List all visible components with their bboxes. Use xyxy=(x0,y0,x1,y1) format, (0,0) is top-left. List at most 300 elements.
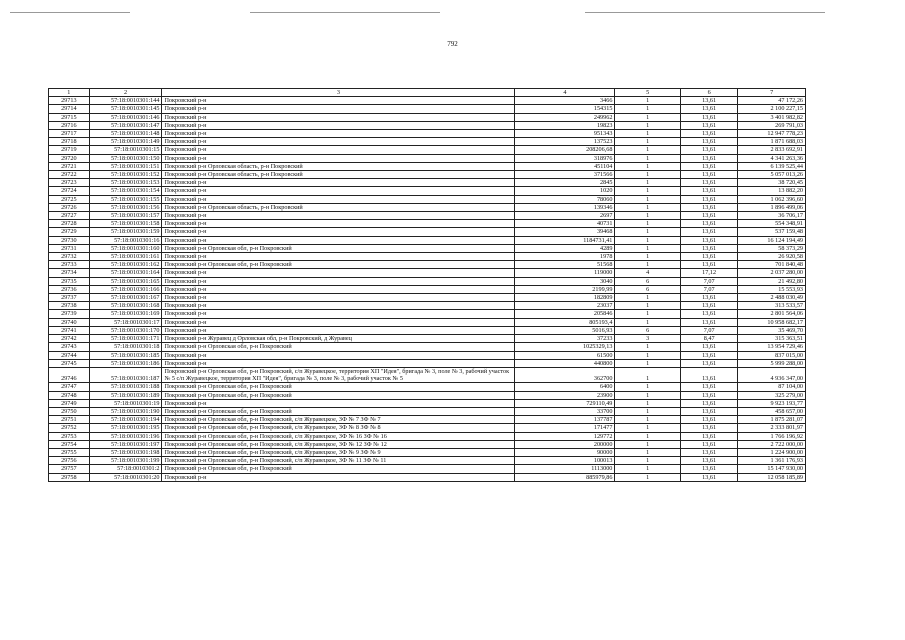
cadastral-value: 1 896 499,06 xyxy=(738,203,806,211)
table-row xyxy=(49,113,806,121)
cadastral-value: 12 058 185,89 xyxy=(738,473,806,481)
row-number: 29719 xyxy=(49,146,90,154)
category-value: 1 xyxy=(615,113,681,121)
location: Покровский р-н Орловская обл, р-н Покровский, с/п Журавецкое, ЗФ № 7 ЗФ № 7 xyxy=(162,416,515,424)
cadastral-value: 6 139 525,44 xyxy=(738,162,806,170)
cadastral-value: 26 920,58 xyxy=(738,253,806,261)
location: Покровский р-н Орловская область, р-н Покровский xyxy=(162,162,515,170)
rate-value: 13,61 xyxy=(681,359,738,367)
column-header: 5 xyxy=(615,89,681,97)
cadastral-number: 57:18:0010301:170 xyxy=(89,326,162,334)
location: Покровский р-н Орловская обл, р-н Покровский xyxy=(162,244,515,252)
row-number: 29740 xyxy=(49,318,90,326)
category-value: 1 xyxy=(615,473,681,481)
rate-value: 13,61 xyxy=(681,121,738,129)
cadastral-value: 315 363,51 xyxy=(738,335,806,343)
row-number: 29734 xyxy=(49,269,90,277)
location: Покровский р-н Орловская обл, р-н Покровский, с/п Журавецкое, ЗФ № 9 ЗФ № 9 xyxy=(162,448,515,456)
table-row xyxy=(49,195,806,203)
area-value: 171477 xyxy=(515,424,615,432)
cadastral-number: 57:18:0010301:167 xyxy=(89,294,162,302)
cadastral-value: 2 100 227,15 xyxy=(738,105,806,113)
cadastral-number: 57:18:0010301:196 xyxy=(89,432,162,440)
rate-value: 13,61 xyxy=(681,383,738,391)
area-value: 1184731,41 xyxy=(515,236,615,244)
cadastral-number: 57:18:0010301:186 xyxy=(89,359,162,367)
cadastral-value: 2 037 280,00 xyxy=(738,269,806,277)
row-number: 29720 xyxy=(49,154,90,162)
cadastral-value: 458 657,00 xyxy=(738,407,806,415)
column-header: 2 xyxy=(89,89,162,97)
location: Покровский р-н xyxy=(162,220,515,228)
table-row xyxy=(49,162,806,170)
table-row xyxy=(49,154,806,162)
rate-value: 13,61 xyxy=(681,179,738,187)
cadastral-value: 15 147 930,00 xyxy=(738,465,806,473)
area-value: 39468 xyxy=(515,228,615,236)
category-value: 1 xyxy=(615,203,681,211)
area-value: 33700 xyxy=(515,407,615,415)
area-value: 6400 xyxy=(515,383,615,391)
cadastral-number: 57:18:0010301:18 xyxy=(89,343,162,351)
cadastral-number: 57:18:0010301:171 xyxy=(89,335,162,343)
rate-value: 13,61 xyxy=(681,416,738,424)
table-row xyxy=(49,130,806,138)
location: Покровский р-н xyxy=(162,253,515,261)
row-number: 29752 xyxy=(49,424,90,432)
category-value: 1 xyxy=(615,465,681,473)
rate-value: 13,61 xyxy=(681,228,738,236)
cadastral-value: 13 954 729,46 xyxy=(738,343,806,351)
cadastral-number: 57:18:0010301:162 xyxy=(89,261,162,269)
cadastral-value: 4 341 263,36 xyxy=(738,154,806,162)
location: Покровский р-н Орловская обл, р-н Покровский xyxy=(162,407,515,415)
row-number: 29737 xyxy=(49,294,90,302)
table-row xyxy=(49,465,806,473)
area-value: 137523 xyxy=(515,138,615,146)
row-number: 29715 xyxy=(49,113,90,121)
row-number: 29748 xyxy=(49,391,90,399)
location: Покровский р-н xyxy=(162,113,515,121)
category-value: 1 xyxy=(615,187,681,195)
row-number: 29756 xyxy=(49,457,90,465)
row-number: 29729 xyxy=(49,228,90,236)
cadastral-value: 3 401 982,82 xyxy=(738,113,806,121)
table-row xyxy=(49,285,806,293)
cadastral-number: 57:18:0010301:195 xyxy=(89,424,162,432)
area-value: 129772 xyxy=(515,432,615,440)
cadastral-number: 57:18:0010301:145 xyxy=(89,105,162,113)
table-row xyxy=(49,261,806,269)
table-row xyxy=(49,302,806,310)
cadastral-number: 57:18:0010301:198 xyxy=(89,448,162,456)
cadastral-value: 554 348,91 xyxy=(738,220,806,228)
category-value: 1 xyxy=(615,121,681,129)
table-row xyxy=(49,97,806,105)
cadastral-value: 269 791,03 xyxy=(738,121,806,129)
area-value: 362700 xyxy=(515,367,615,382)
category-value: 1 xyxy=(615,154,681,162)
cadastral-number: 57:18:0010301:152 xyxy=(89,171,162,179)
rate-value: 13,61 xyxy=(681,162,738,170)
category-value: 1 xyxy=(615,97,681,105)
row-number: 29745 xyxy=(49,359,90,367)
rate-value: 13,61 xyxy=(681,343,738,351)
location: Покровский р-н Орловская обл, р-н Покровский, с/п Журавецкое, ЗФ № 12 ЗФ № 12 xyxy=(162,440,515,448)
location: Покровский р-н Орловская обл, р-н Покровский xyxy=(162,383,515,391)
area-value: 208206,68 xyxy=(515,146,615,154)
table-row xyxy=(49,318,806,326)
table-row xyxy=(49,121,806,129)
row-number: 29758 xyxy=(49,473,90,481)
row-number: 29723 xyxy=(49,179,90,187)
row-number: 29751 xyxy=(49,416,90,424)
cadastral-value: 2 801 564,06 xyxy=(738,310,806,318)
cadastral-number: 57:18:0010301:197 xyxy=(89,440,162,448)
row-number: 29722 xyxy=(49,171,90,179)
location: Покровский р-н xyxy=(162,269,515,277)
cadastral-value: 10 958 682,17 xyxy=(738,318,806,326)
category-value: 1 xyxy=(615,440,681,448)
row-number: 29728 xyxy=(49,220,90,228)
cadastral-number: 57:18:0010301:150 xyxy=(89,154,162,162)
cadastral-number: 57:18:0010301:16 xyxy=(89,236,162,244)
category-value: 1 xyxy=(615,424,681,432)
cadastral-number: 57:18:0010301:15 xyxy=(89,146,162,154)
category-value: 1 xyxy=(615,432,681,440)
cadastral-number: 57:18:0010301:187 xyxy=(89,367,162,382)
rate-value: 13,61 xyxy=(681,244,738,252)
location: Покровский р-н xyxy=(162,154,515,162)
table-row xyxy=(49,236,806,244)
column-header: 7 xyxy=(738,89,806,97)
column-header: 4 xyxy=(515,89,615,97)
area-value: 318976 xyxy=(515,154,615,162)
category-value: 1 xyxy=(615,457,681,465)
area-value: 78060 xyxy=(515,195,615,203)
rate-value: 13,61 xyxy=(681,138,738,146)
category-value: 6 xyxy=(615,285,681,293)
rate-value: 13,61 xyxy=(681,203,738,211)
table-row xyxy=(49,432,806,440)
category-value: 1 xyxy=(615,407,681,415)
category-value: 6 xyxy=(615,326,681,334)
cadastral-number: 57:18:0010301:146 xyxy=(89,113,162,121)
area-value: 23037 xyxy=(515,302,615,310)
category-value: 1 xyxy=(615,138,681,146)
table-row xyxy=(49,473,806,481)
cadastral-value: 837 015,00 xyxy=(738,351,806,359)
row-number: 29716 xyxy=(49,121,90,129)
cadastral-value: 701 840,48 xyxy=(738,261,806,269)
table-row xyxy=(49,187,806,195)
cadastral-value: 2 833 692,91 xyxy=(738,146,806,154)
location: Покровский р-н Орловская обл, р-н Покровский, с/п Журавецкое, территория ХП "Идея", бригада № 3, поле № 3, рабочий участок № 5 с/п Журавецкое, территория ХП "Идея", бригада № 3, поле № 3, рабочий участок № 5 xyxy=(162,367,515,382)
category-value: 1 xyxy=(615,253,681,261)
cadastral-number: 57:18:0010301:147 xyxy=(89,121,162,129)
area-value: 249962 xyxy=(515,113,615,121)
cadastral-value: 537 159,48 xyxy=(738,228,806,236)
cadastral-number: 57:18:0010301:161 xyxy=(89,253,162,261)
table-row xyxy=(49,399,806,407)
area-value: 154315 xyxy=(515,105,615,113)
location: Покровский р-н Орловская обл, р-н Покровский xyxy=(162,465,515,473)
column-header: 6 xyxy=(681,89,738,97)
table-row xyxy=(49,343,806,351)
cadastral-number: 57:18:0010301:148 xyxy=(89,130,162,138)
area-value: 451104 xyxy=(515,162,615,170)
row-number: 29753 xyxy=(49,432,90,440)
location: Покровский р-н Орловская область, р-н Покровский xyxy=(162,171,515,179)
page-number: 792 xyxy=(447,40,458,48)
table-row xyxy=(49,171,806,179)
location: Покровский р-н xyxy=(162,277,515,285)
cadastral-number: 57:18:0010301:155 xyxy=(89,195,162,203)
table-row xyxy=(49,391,806,399)
rate-value: 8,47 xyxy=(681,335,738,343)
table-row xyxy=(49,335,806,343)
location: Покровский р-н xyxy=(162,285,515,293)
area-value: 2845 xyxy=(515,179,615,187)
category-value: 1 xyxy=(615,261,681,269)
area-value: 1113000 xyxy=(515,465,615,473)
area-value: 371566 xyxy=(515,171,615,179)
rate-value: 13,61 xyxy=(681,302,738,310)
category-value: 1 xyxy=(615,302,681,310)
area-value: 40731 xyxy=(515,220,615,228)
cadastral-value: 16 124 194,49 xyxy=(738,236,806,244)
cadastral-value: 5 999 288,00 xyxy=(738,359,806,367)
table-row xyxy=(49,424,806,432)
scan-artifact-mid xyxy=(250,12,440,13)
row-number: 29732 xyxy=(49,253,90,261)
table-row xyxy=(49,269,806,277)
area-value: 23900 xyxy=(515,391,615,399)
category-value: 1 xyxy=(615,146,681,154)
location: Покровский р-н xyxy=(162,97,515,105)
area-value: 4289 xyxy=(515,244,615,252)
location: Покровский р-н xyxy=(162,326,515,334)
row-number: 29735 xyxy=(49,277,90,285)
row-number: 29730 xyxy=(49,236,90,244)
location: Покровский р-н Орловская обл, р-н Покровский xyxy=(162,261,515,269)
cadastral-value: 9 923 193,77 xyxy=(738,399,806,407)
rate-value: 13,61 xyxy=(681,146,738,154)
cadastral-number: 57:18:0010301:194 xyxy=(89,416,162,424)
area-value: 805193,4 xyxy=(515,318,615,326)
cadastral-value: 1 062 396,60 xyxy=(738,195,806,203)
category-value: 3 xyxy=(615,335,681,343)
location: Покровский р-н xyxy=(162,351,515,359)
cadastral-number: 57:18:0010301:17 xyxy=(89,318,162,326)
rate-value: 13,61 xyxy=(681,448,738,456)
category-value: 1 xyxy=(615,367,681,382)
rate-value: 13,61 xyxy=(681,351,738,359)
cadastral-number: 57:18:0010301:20 xyxy=(89,473,162,481)
location: Покровский р-н Орловская обл, р-н Покровский, с/п Журавецкое, ЗФ № 11 ЗФ № 11 xyxy=(162,457,515,465)
area-value: 1020 xyxy=(515,187,615,195)
location: Покровский р-н Орловская обл, р-н Покровский xyxy=(162,391,515,399)
table-row xyxy=(49,138,806,146)
rate-value: 7,07 xyxy=(681,326,738,334)
rate-value: 13,61 xyxy=(681,97,738,105)
cadastral-value: 1 875 281,07 xyxy=(738,416,806,424)
row-number: 29718 xyxy=(49,138,90,146)
area-value: 2199,99 xyxy=(515,285,615,293)
category-value: 1 xyxy=(615,244,681,252)
cadastral-value: 47 172,26 xyxy=(738,97,806,105)
location: Покровский р-н xyxy=(162,195,515,203)
row-number: 29713 xyxy=(49,97,90,105)
cadastral-value: 21 492,80 xyxy=(738,277,806,285)
location: Покровский р-н xyxy=(162,399,515,407)
table-row xyxy=(49,244,806,252)
rate-value: 7,07 xyxy=(681,277,738,285)
area-value: 3040 xyxy=(515,277,615,285)
area-value: 440800 xyxy=(515,359,615,367)
area-value: 729110,49 xyxy=(515,399,615,407)
area-value: 951343 xyxy=(515,130,615,138)
location: Покровский р-н xyxy=(162,302,515,310)
category-value: 1 xyxy=(615,310,681,318)
row-number: 29717 xyxy=(49,130,90,138)
area-value: 182809 xyxy=(515,294,615,302)
location: Покровский р-н xyxy=(162,179,515,187)
location: Покровский р-н Орловская область, р-н Покровский xyxy=(162,203,515,211)
area-value: 137787 xyxy=(515,416,615,424)
location: Покровский р-н xyxy=(162,138,515,146)
table-row xyxy=(49,448,806,456)
rate-value: 13,61 xyxy=(681,220,738,228)
row-number: 29736 xyxy=(49,285,90,293)
area-value: 3466 xyxy=(515,97,615,105)
scan-artifact-right xyxy=(585,12,825,13)
category-value: 1 xyxy=(615,171,681,179)
location: Покровский р-н xyxy=(162,294,515,302)
area-value: 2697 xyxy=(515,212,615,220)
cadastral-value: 13 882,20 xyxy=(738,187,806,195)
location: Покровский р-н xyxy=(162,473,515,481)
scan-artifact-left xyxy=(10,12,130,13)
cadastral-value: 1 224 900,00 xyxy=(738,448,806,456)
category-value: 1 xyxy=(615,130,681,138)
rate-value: 13,61 xyxy=(681,105,738,113)
cadastral-number: 57:18:0010301:190 xyxy=(89,407,162,415)
cadastral-number: 57:18:0010301:157 xyxy=(89,212,162,220)
category-value: 1 xyxy=(615,416,681,424)
location: Покровский р-н Орловская обл, р-н Покровский, с/п Журавецкое, ЗФ № 8 ЗФ № 8 xyxy=(162,424,515,432)
location: Покровский р-н xyxy=(162,228,515,236)
cadastral-number: 57:18:0010301:19 xyxy=(89,399,162,407)
cadastral-number: 57:18:0010301:164 xyxy=(89,269,162,277)
row-number: 29727 xyxy=(49,212,90,220)
rate-value: 13,61 xyxy=(681,473,738,481)
cadastral-number: 57:18:0010301:2 xyxy=(89,465,162,473)
cadastral-number: 57:18:0010301:151 xyxy=(89,162,162,170)
table-row xyxy=(49,367,806,382)
row-number: 29749 xyxy=(49,399,90,407)
row-number: 29721 xyxy=(49,162,90,170)
row-number: 29733 xyxy=(49,261,90,269)
rate-value: 13,61 xyxy=(681,253,738,261)
table-row xyxy=(49,294,806,302)
category-value: 1 xyxy=(615,343,681,351)
cadastral-value: 2 333 801,97 xyxy=(738,424,806,432)
table-row xyxy=(49,203,806,211)
area-value: 1978 xyxy=(515,253,615,261)
cadastral-value: 87 104,00 xyxy=(738,383,806,391)
rate-value: 13,61 xyxy=(681,195,738,203)
cadastral-value: 5 057 013,26 xyxy=(738,171,806,179)
location: Покровский р-н xyxy=(162,187,515,195)
cadastral-value: 35 469,70 xyxy=(738,326,806,334)
cadastral-value: 1 766 196,92 xyxy=(738,432,806,440)
row-number: 29739 xyxy=(49,310,90,318)
category-value: 1 xyxy=(615,179,681,187)
rate-value: 13,61 xyxy=(681,130,738,138)
table-row xyxy=(49,228,806,236)
area-value: 90000 xyxy=(515,448,615,456)
row-number: 29746 xyxy=(49,367,90,382)
cadastral-number: 57:18:0010301:156 xyxy=(89,203,162,211)
column-header: 3 xyxy=(162,89,515,97)
row-number: 29750 xyxy=(49,407,90,415)
row-number: 29724 xyxy=(49,187,90,195)
location: Покровский р-н Орловская обл, р-н Покровский xyxy=(162,343,515,351)
cadastral-number: 57:18:0010301:159 xyxy=(89,228,162,236)
category-value: 1 xyxy=(615,318,681,326)
area-value: 61500 xyxy=(515,351,615,359)
cadastral-number: 57:18:0010301:188 xyxy=(89,383,162,391)
row-number: 29757 xyxy=(49,465,90,473)
cadastral-value: 4 936 347,00 xyxy=(738,367,806,382)
row-number: 29726 xyxy=(49,203,90,211)
table-row xyxy=(49,326,806,334)
cadastral-value: 58 373,29 xyxy=(738,244,806,252)
row-number: 29714 xyxy=(49,105,90,113)
cadastral-number: 57:18:0010301:154 xyxy=(89,187,162,195)
category-value: 1 xyxy=(615,162,681,170)
rate-value: 13,61 xyxy=(681,399,738,407)
row-number: 29754 xyxy=(49,440,90,448)
table-row xyxy=(49,416,806,424)
rate-value: 13,61 xyxy=(681,212,738,220)
location: Покровский р-н xyxy=(162,121,515,129)
location: Покровский р-н xyxy=(162,212,515,220)
category-value: 1 xyxy=(615,391,681,399)
row-number: 29744 xyxy=(49,351,90,359)
rate-value: 13,61 xyxy=(681,407,738,415)
category-value: 1 xyxy=(615,236,681,244)
table-row xyxy=(49,105,806,113)
table-row xyxy=(49,220,806,228)
cadastral-number: 57:18:0010301:189 xyxy=(89,391,162,399)
land-registry-table xyxy=(48,88,806,482)
location: Покровский р-н xyxy=(162,318,515,326)
category-value: 1 xyxy=(615,220,681,228)
category-value: 6 xyxy=(615,277,681,285)
column-header-row xyxy=(49,89,806,97)
row-number: 29725 xyxy=(49,195,90,203)
category-value: 1 xyxy=(615,383,681,391)
table-row xyxy=(49,359,806,367)
category-value: 1 xyxy=(615,294,681,302)
area-value: 205846 xyxy=(515,310,615,318)
row-number: 29741 xyxy=(49,326,90,334)
cadastral-number: 57:18:0010301:153 xyxy=(89,179,162,187)
area-value: 37233 xyxy=(515,335,615,343)
cadastral-number: 57:18:0010301:149 xyxy=(89,138,162,146)
